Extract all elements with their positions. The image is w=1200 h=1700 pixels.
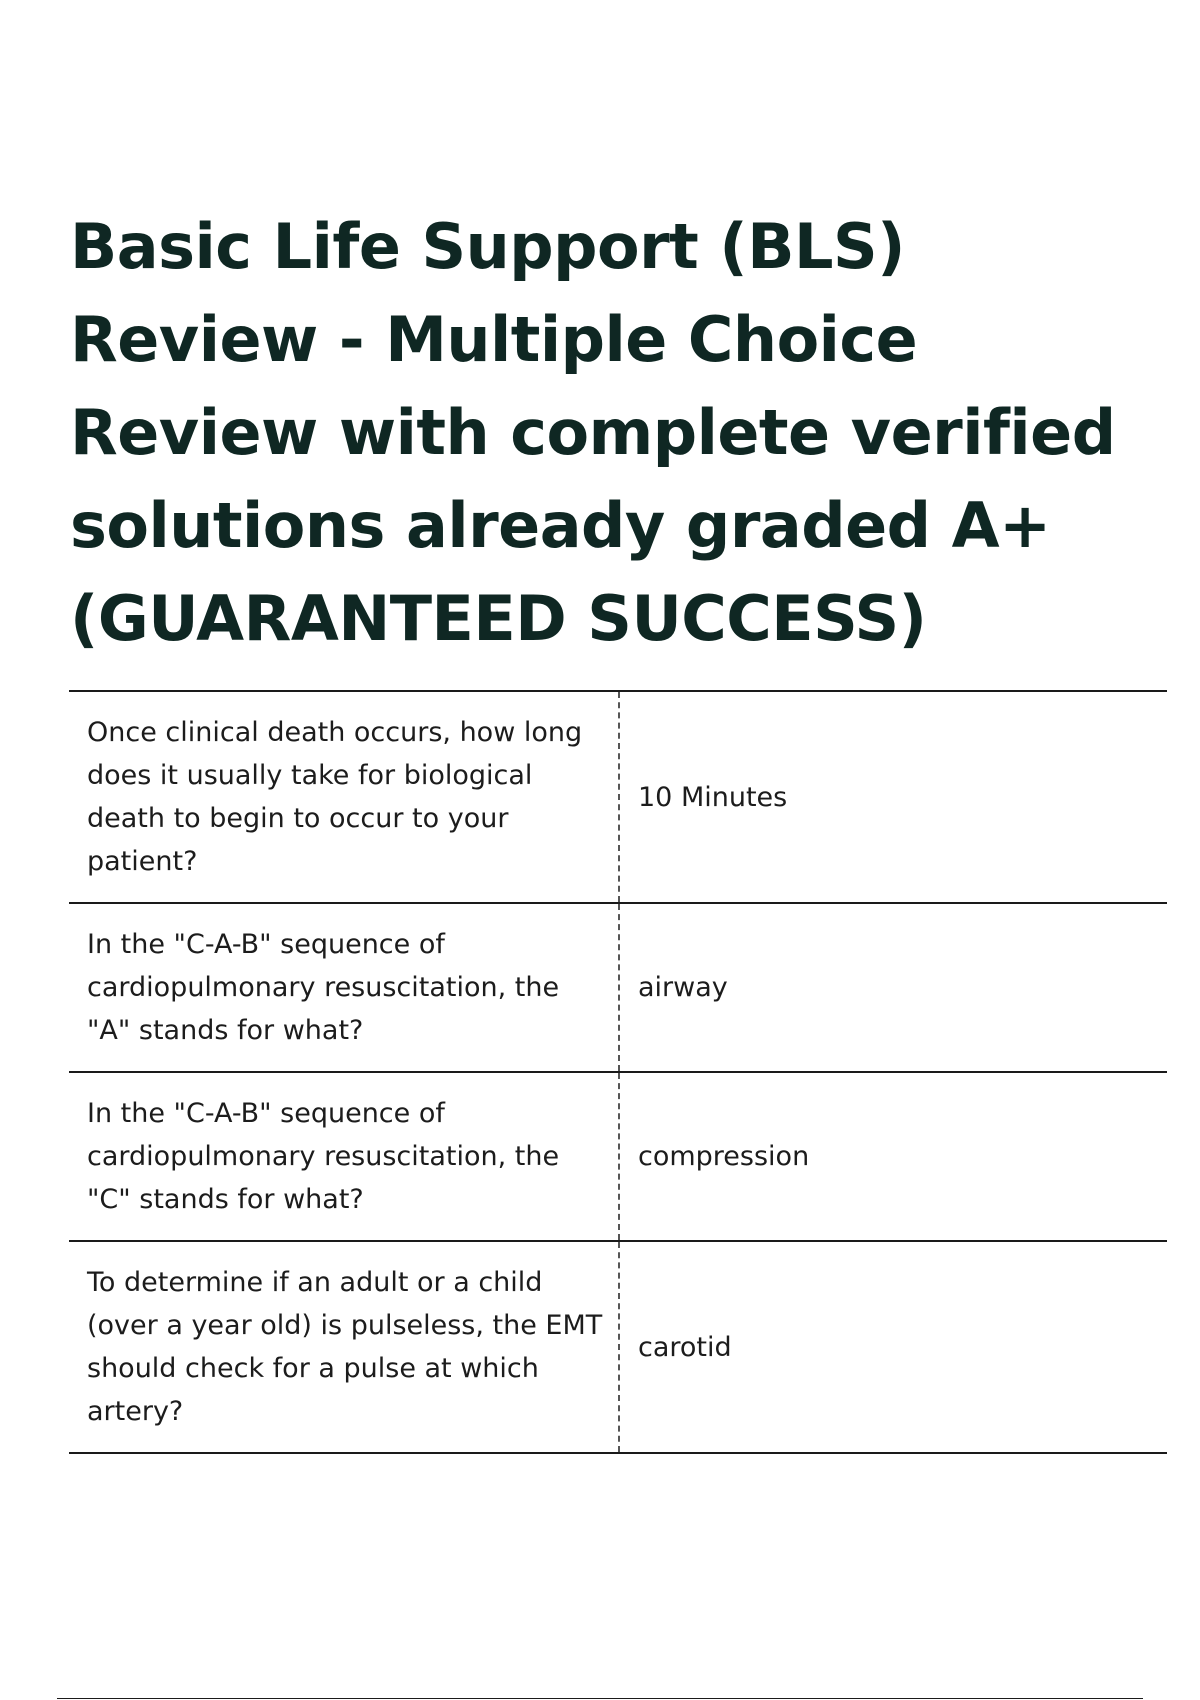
- table-row: [69, 903, 1167, 1072]
- table-row: [69, 1072, 1167, 1241]
- table-row: [69, 691, 1167, 903]
- qa-table: [69, 690, 1167, 1454]
- table-row: [69, 1241, 1167, 1453]
- question-cell: In the "C-A-B" sequence of cardiopulmonary resuscitation, the "A" stands for what?: [69, 903, 619, 1072]
- answer-cell: carotid: [638, 1331, 732, 1363]
- answer-cell: compression: [638, 1141, 810, 1172]
- question-cell: Once clinical death occurs, how long does it usually take for biological death to begin to occur to your patient?: [69, 691, 619, 903]
- question-cell: To determine if an adult or a child (over a year old) is pulseless, the EMT should check for a pulse at which artery?: [69, 1241, 619, 1453]
- footer-divider: [57, 1698, 1143, 1699]
- page-title: Basic Life Support (BLS) Review - Multiple Choice Review with complete verified solutions already graded A+ (GUARANTEED SUCCESS): [70, 210, 1116, 655]
- answer-cell: 10 Minutes: [638, 781, 788, 813]
- answer-cell: airway: [638, 972, 728, 1003]
- question-cell: In the "C-A-B" sequence of cardiopulmonary resuscitation, the "C" stands for what?: [69, 1072, 619, 1241]
